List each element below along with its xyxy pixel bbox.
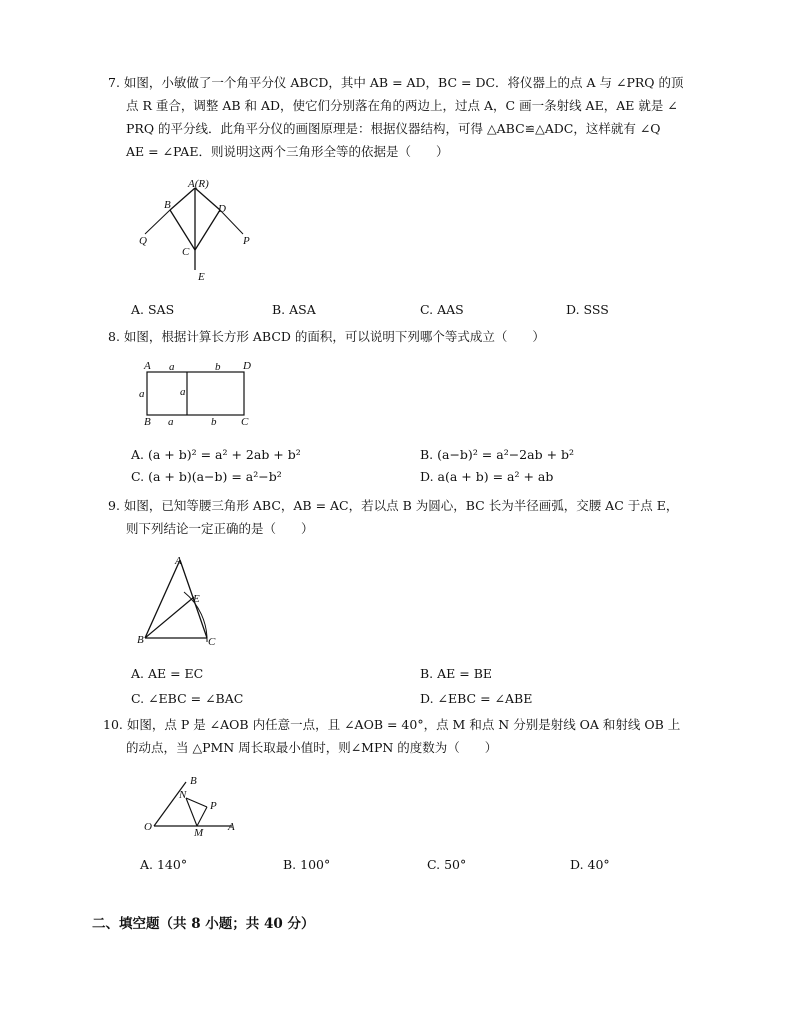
label-a-top: a [169,361,175,373]
label-O: O [144,821,152,833]
label-B: B [144,416,151,428]
q7-line-3: PRQ 的平分线．此角平分仪的画图原理是：根据仪器结构，可得 △ABC≌△ADC，这样就有 ∠Q [126,121,661,136]
label-b-bottom: b [211,416,217,428]
angle-bisector-figure [130,170,270,290]
label-A-R: A(R) [188,178,209,190]
label-P: P [210,800,217,812]
q10-option-b: B. 100° [283,857,331,872]
label-b-top: b [215,361,221,373]
q8-option-b: B. (a−b)² = a²−2ab + b² [420,447,575,462]
label-B: B [164,199,171,211]
q10-option-c: C. 50° [427,857,467,872]
label-A: A [228,821,235,833]
label-E: E [198,271,205,283]
q7-line-4: AE = ∠PAE．则说明这两个三角形全等的依据是（ ） [126,144,449,159]
section-heading-fill-in: 二、填空题（共 8 小题；共 40 分） [92,916,315,932]
label-E: E [193,593,200,605]
isosceles-triangle-figure [132,550,227,650]
q7-line-1: 7. 如图，小敏做了一个角平分仪 ABCD，其中 AB = AD，BC = DC．将仪器上的点 A 与 ∠PRQ 的顶 [108,75,684,90]
q7-option-d: D. SSS [566,302,609,317]
label-C: C [182,246,190,258]
q10-line-1: 10. 如图，点 P 是 ∠AOB 内任意一点，且 ∠AOB = 40°，点 M 和点 N 分别是射线 OA 和射线 OB 上 [103,717,681,732]
q8-option-d: D. a(a + b) = a² + ab [420,469,554,484]
q10-option-a: A. 140° [140,857,188,872]
q9-line-1: 9. 如图，已知等腰三角形 ABC，AB = AC，若以点 B 为圆心，BC 长为半径画弧，交腰 AC 于点 E， [108,498,679,513]
q8-option-c: C. (a + b)(a−b) = a²−b² [131,469,282,484]
q10-option-d: D. 40° [570,857,610,872]
label-a-left: a [139,388,145,400]
label-N: N [179,789,187,801]
label-M: M [194,827,204,839]
angle-aob-figure [140,770,245,840]
label-D: D [243,360,251,372]
q9-option-a: A. AE = EC [131,666,204,681]
label-B: B [190,775,197,787]
q7-option-a: A. SAS [131,302,175,317]
label-a-bottom: a [168,416,174,428]
rectangle-figure [135,358,260,430]
q10-line-2: 的动点，当 △PMN 周长取最小值时，则∠MPN 的度数为（ ） [126,740,498,755]
label-P: P [243,235,250,247]
q9-line-2: 则下列结论一定正确的是（ ） [126,521,314,536]
q7-option-b: B. ASA [272,302,316,317]
label-C: C [208,636,216,648]
q7-option-c: C. AAS [420,302,464,317]
label-C: C [241,416,249,428]
q9-option-c: C. ∠EBC = ∠BAC [131,691,244,706]
q8-option-a: A. (a + b)² = a² + 2ab + b² [131,447,301,462]
label-Q: Q [139,235,147,247]
label-A: A [175,555,182,567]
label-a-middle: a [180,386,186,398]
q9-option-d: D. ∠EBC = ∠ABE [420,691,533,706]
q9-option-b: B. AE = BE [420,666,493,681]
label-B: B [137,634,144,646]
q7-line-2: 点 R 重合，调整 AB 和 AD，使它们分别落在角的两边上，过点 A，C 画一条射线 AE，AE 就是 ∠ [126,98,678,113]
label-D: D [218,203,226,215]
label-A: A [144,360,151,372]
q8-line-1: 8. 如图，根据计算长方形 ABCD 的面积，可以说明下列哪个等式成立（ ） [108,329,545,344]
